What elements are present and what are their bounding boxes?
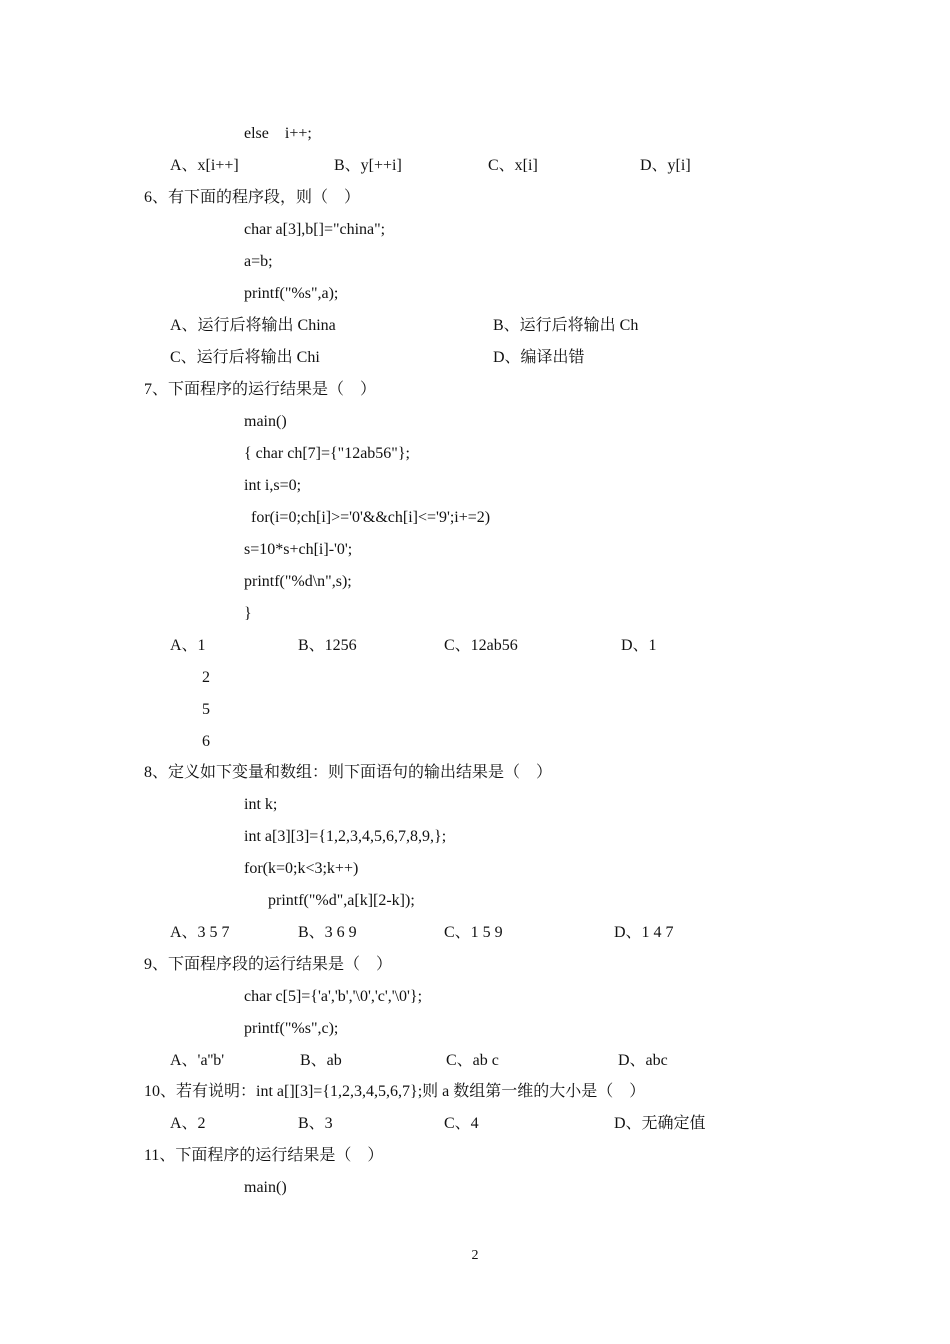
question-11: 11、下面程序的运行结果是（ ） xyxy=(144,1147,384,1164)
code-line: a=b; xyxy=(244,253,273,270)
code-line: printf("%s",c); xyxy=(244,1020,339,1037)
option-d: D、y[i] xyxy=(640,157,691,174)
code-line: char a[3],b[]="china"; xyxy=(244,221,386,238)
option-c: C、1 5 9 xyxy=(444,924,503,941)
code-line: int a[3][3]={1,2,3,4,5,6,7,8,9,}; xyxy=(244,828,447,845)
option-b: B、1256 xyxy=(298,637,357,654)
question-10: 10、若有说明：int a[][3]={1,2,3,4,5,6,7};则 a 数组第一维的大小是（ ） xyxy=(144,1083,646,1100)
code-line: int i,s=0; xyxy=(244,477,302,494)
option-d: D、1 4 7 xyxy=(614,924,674,941)
question-6: 6、有下面的程序段，则（ ） xyxy=(144,189,361,206)
question-9: 9、下面程序段的运行结果是（ ） xyxy=(144,956,393,973)
option-a-continued: 5 xyxy=(202,701,210,718)
option-a: A、运行后将输出 China xyxy=(170,317,336,334)
code-line: main() xyxy=(244,1179,287,1196)
page-number: 2 xyxy=(471,1248,479,1263)
option-a: A、2 xyxy=(170,1115,206,1132)
option-d: D、无确定值 xyxy=(614,1115,706,1132)
option-c: C、x[i] xyxy=(488,157,538,174)
option-a: A、1 xyxy=(170,637,206,654)
option-d: D、abc xyxy=(618,1052,668,1069)
code-line: printf("%d",a[k][2-k]); xyxy=(268,892,415,909)
code-line: main() xyxy=(244,413,287,430)
code-line: { char ch[7]={"12ab56"}; xyxy=(244,445,410,462)
option-c: C、12ab56 xyxy=(444,637,518,654)
code-line: char c[5]={'a','b','\0','c','\0'}; xyxy=(244,988,423,1005)
option-b: B、ab xyxy=(300,1052,342,1069)
option-c: C、ab c xyxy=(446,1052,499,1069)
option-a-continued: 6 xyxy=(202,733,210,750)
code-line: printf("%d\n",s); xyxy=(244,573,352,590)
option-a: A、3 5 7 xyxy=(170,924,230,941)
option-c: C、4 xyxy=(444,1115,479,1132)
option-a-continued: 2 xyxy=(202,669,210,686)
option-b: B、y[++i] xyxy=(334,157,402,174)
option-b: B、3 xyxy=(298,1115,333,1132)
option-d: D、编译出错 xyxy=(493,349,585,366)
option-b: B、运行后将输出 Ch xyxy=(493,317,639,334)
code-line: printf("%s",a); xyxy=(244,285,339,302)
code-line: for(k=0;k<3;k++) xyxy=(244,860,359,877)
option-a: A、x[i++] xyxy=(170,157,239,174)
question-7: 7、下面程序的运行结果是（ ） xyxy=(144,381,377,398)
option-d: D、1 xyxy=(621,637,657,654)
code-line: } xyxy=(244,605,252,622)
code-line: int k; xyxy=(244,796,278,813)
code-line: s=10*s+ch[i]-'0'; xyxy=(244,541,353,558)
option-b: B、3 6 9 xyxy=(298,924,357,941)
code-line: for(i=0;ch[i]>='0'&&ch[i]<='9';i+=2) xyxy=(251,509,491,526)
question-8: 8、定义如下变量和数组：则下面语句的输出结果是（ ） xyxy=(144,764,553,781)
code-line: else i++; xyxy=(244,125,312,142)
option-c: C、运行后将输出 Chi xyxy=(170,349,320,366)
option-a: A、'a''b' xyxy=(170,1052,225,1069)
